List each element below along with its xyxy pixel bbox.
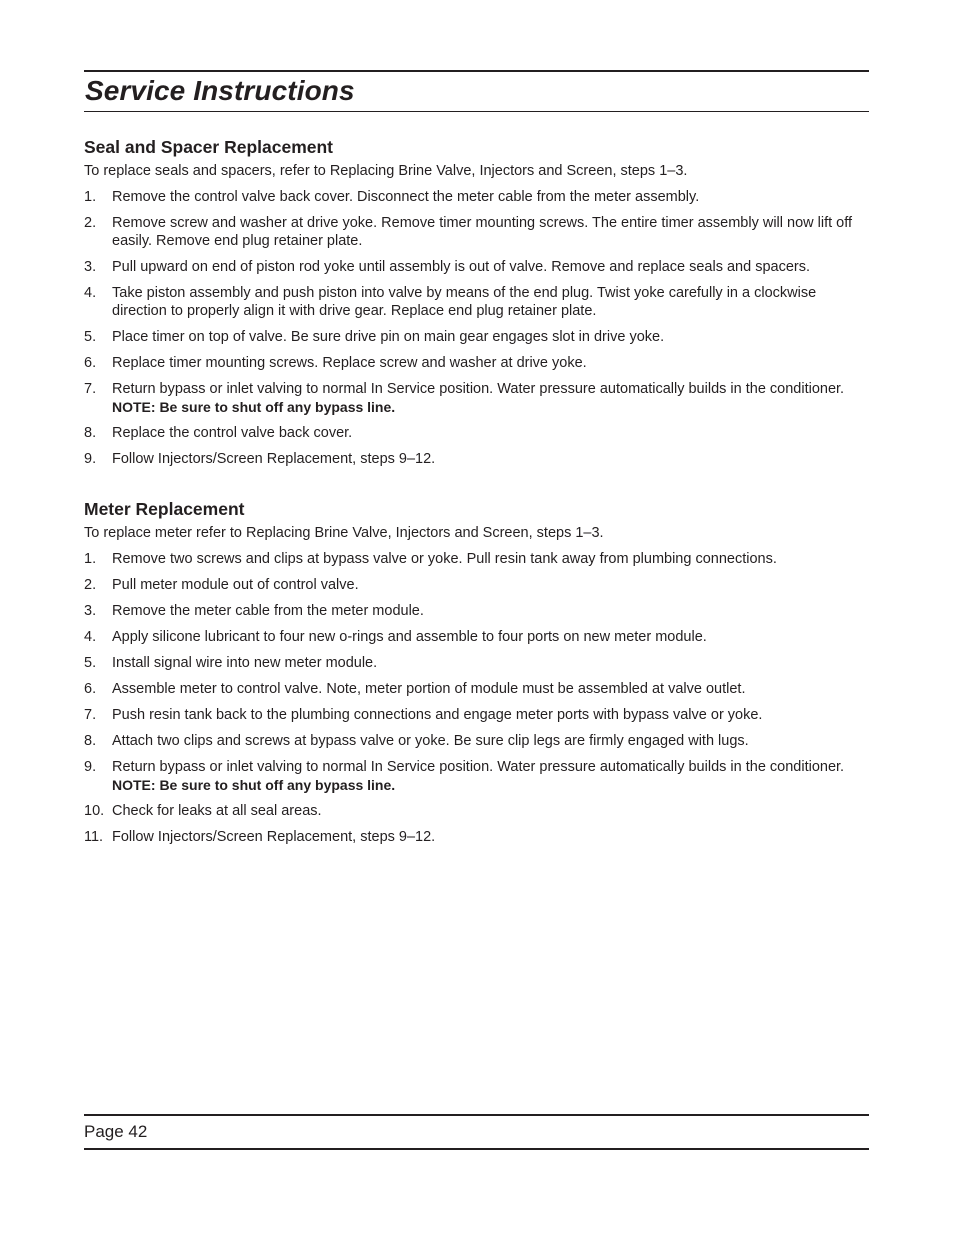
step-item (84, 732, 870, 750)
step-item (84, 680, 870, 698)
step-item (84, 576, 870, 594)
step-text: Return bypass or inlet valving to normal In Service position. Water pressure automatically builds in the conditioner. (112, 381, 845, 397)
step-text: Take piston assembly and push piston into valve by means of the end plug. Twist yoke carefully in a clockwise direction to properly align it with drive gear. Replace end plug retainer plate. (112, 285, 817, 319)
step-item (84, 602, 870, 620)
step-item (84, 188, 870, 206)
step-number: 3. (84, 603, 97, 619)
step-text: Pull meter module out of control valve. (112, 577, 359, 593)
section-heading: Seal and Spacer Replacement (84, 137, 333, 157)
header-bottom-rule (84, 111, 869, 112)
step-text: Push resin tank back to the plumbing connections and engage meter ports with bypass valve or yoke. (112, 707, 763, 723)
step-text: Remove the meter cable from the meter module. (112, 603, 424, 619)
section-intro: To replace meter refer to Replacing Brine Valve, Injectors and Screen, steps 1–3. (84, 525, 604, 541)
step-number: 2. (84, 577, 97, 593)
page-number: Page 42 (84, 1122, 148, 1141)
step-text: Remove screw and washer at drive yoke. Remove timer mounting screws. The entire timer assembly will now lift off easily. Remove end plug retainer plate. (112, 215, 853, 249)
step-item (84, 258, 870, 276)
step-text: Apply silicone lubricant to four new o-rings and assemble to four ports on new meter module. (112, 629, 707, 645)
meter-replacement-section (84, 498, 870, 846)
section-intro: To replace seals and spacers, refer to Replacing Brine Valve, Injectors and Screen, steps 1–3. (84, 163, 688, 179)
step-number: 6. (84, 681, 97, 697)
step-text: Remove the control valve back cover. Disconnect the meter cable from the meter assembly. (112, 189, 700, 205)
step-item (84, 354, 870, 372)
step-number: 4. (84, 629, 97, 645)
step-item (84, 328, 870, 346)
header-top-rule (84, 70, 869, 72)
step-note: NOTE: Be sure to shut off any bypass line. (112, 777, 396, 793)
footer-top-rule (84, 1114, 869, 1116)
step-list (84, 550, 870, 846)
step-number: 8. (84, 425, 97, 441)
page-title: Service Instructions (85, 75, 355, 106)
step-list (84, 188, 870, 468)
step-number: 1. (84, 189, 97, 205)
step-item (84, 550, 870, 568)
step-number: 4. (84, 285, 97, 301)
footer-bottom-rule (84, 1148, 869, 1150)
step-item (84, 450, 870, 468)
step-text: Pull upward on end of piston rod yoke until assembly is out of valve. Remove and replace seals and spacers. (112, 259, 810, 275)
step-item (84, 758, 870, 794)
step-text: Replace timer mounting screws. Replace screw and washer at drive yoke. (112, 355, 587, 371)
step-text: Attach two clips and screws at bypass valve or yoke. Be sure clip legs are firmly engaged with lugs. (112, 733, 749, 749)
step-item (84, 802, 870, 820)
step-number: 10. (84, 803, 105, 819)
step-text: Check for leaks at all seal areas. (112, 803, 322, 819)
step-number: 11. (84, 829, 104, 845)
step-text: Install signal wire into new meter module. (112, 655, 378, 671)
step-number: 5. (84, 655, 97, 671)
step-text: Assemble meter to control valve. Note, meter portion of module must be assembled at valve outlet. (112, 681, 746, 697)
step-number: 9. (84, 759, 97, 775)
step-item (84, 828, 870, 846)
step-item (84, 706, 870, 724)
step-text: Follow Injectors/Screen Replacement, steps 9–12. (112, 829, 436, 845)
step-item (84, 424, 870, 442)
step-text: Return bypass or inlet valving to normal In Service position. Water pressure automatically builds in the conditioner. (112, 759, 845, 775)
step-text: Follow Injectors/Screen Replacement, steps 9–12. (112, 451, 436, 467)
step-number: 7. (84, 707, 97, 723)
step-number: 5. (84, 329, 97, 345)
step-item (84, 654, 870, 672)
step-note: NOTE: Be sure to shut off any bypass line. (112, 399, 396, 415)
step-number: 7. (84, 381, 97, 397)
step-text: Remove two screws and clips at bypass valve or yoke. Pull resin tank away from plumbing connections. (112, 551, 777, 567)
step-item (84, 380, 870, 416)
step-text: Place timer on top of valve. Be sure drive pin on main gear engages slot in drive yoke. (112, 329, 665, 345)
step-text: Replace the control valve back cover. (112, 425, 353, 441)
step-item (84, 628, 870, 646)
step-item (84, 214, 870, 250)
step-item (84, 284, 870, 320)
step-number: 1. (84, 551, 97, 567)
step-number: 2. (84, 215, 97, 231)
step-number: 3. (84, 259, 97, 275)
step-number: 8. (84, 733, 97, 749)
step-number: 9. (84, 451, 97, 467)
step-number: 6. (84, 355, 97, 371)
section-heading: Meter Replacement (84, 499, 245, 519)
seal-spacer-section (84, 136, 870, 468)
